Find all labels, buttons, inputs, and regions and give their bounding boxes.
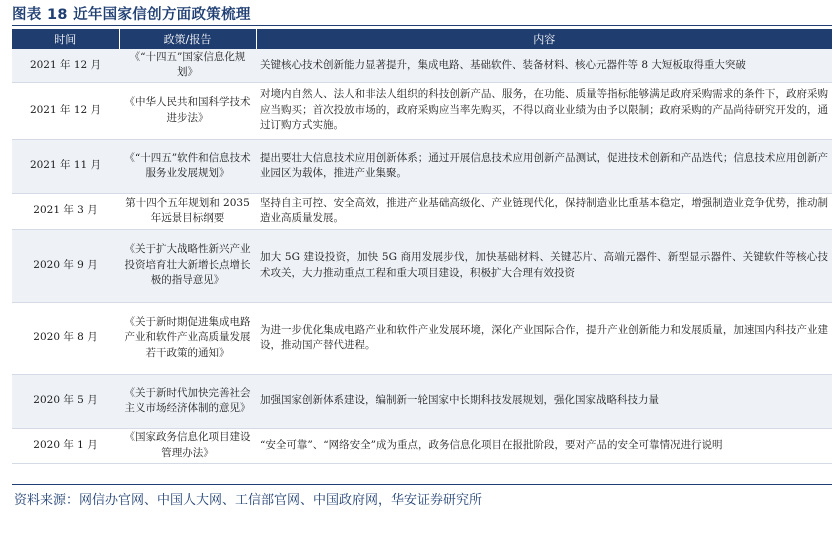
cell-time: 2020 年 5 月 xyxy=(12,374,119,428)
table-row xyxy=(12,229,832,302)
table-row xyxy=(12,49,832,82)
table-row xyxy=(12,82,832,139)
table-header-row xyxy=(12,29,832,49)
cell-content: 坚持自主可控、安全高效，推进产业基础高级化、产业链现代化，保持制造业比重基本稳定，增强制造业竞争优势，推动制造业高质量发展。 xyxy=(256,193,832,229)
bottom-divider xyxy=(12,484,832,485)
cell-time: 2021 年 12 月 xyxy=(12,49,119,82)
table-row xyxy=(12,374,832,428)
cell-content: 对境内自然人、法人和非法人组织的科技创新产品、服务，在功能、质量等指标能够满足政府采购需求的条件下，政府采购应当购买；首次投放市场的，政府采购应当率先购买，不得以商业业绩为由予以限制；政府采购的产品尚待研究开发的，通过订购方式实施。 xyxy=(256,82,832,139)
cell-content: “安全可靠”、“网络安全”成为重点，政务信息化项目在报批阶段，要对产品的安全可靠情况进行说明 xyxy=(256,428,832,463)
cell-policy: 《国家政务信息化项目建设管理办法》 xyxy=(119,428,256,463)
cell-time: 2021 年 12 月 xyxy=(12,82,119,139)
cell-time: 2020 年 9 月 xyxy=(12,229,119,302)
table-row xyxy=(12,139,832,193)
table-row xyxy=(12,193,832,229)
header-content: 内容 xyxy=(256,29,832,49)
cell-content: 为进一步优化集成电路产业和软件产业发展环境，深化产业国际合作，提升产业创新能力和发展质量，加速国内科技产业建设，推动国产替代进程。 xyxy=(256,302,832,374)
cell-policy: 《“十四五”软件和信息技术服务业发展规划》 xyxy=(119,139,256,193)
table-row xyxy=(12,302,832,374)
figure-title: 图表 18 近年国家信创方面政策梳理 xyxy=(12,7,251,23)
header-policy: 政策/报告 xyxy=(119,29,256,49)
cell-content: 加强国家创新体系建设，编制新一轮国家中长期科技发展规划，强化国家战略科技力量 xyxy=(256,374,832,428)
cell-time: 2020 年 1 月 xyxy=(12,428,119,463)
table-row xyxy=(12,428,832,463)
cell-policy: 《关于扩大战略性新兴产业投资培育壮大新增长点增长极的指导意见》 xyxy=(119,229,256,302)
cell-content: 加大 5G 建设投资，加快 5G 商用发展步伐，加快基础材料、关键芯片、高端元器件、新型显示器件、关键软件等核心技术攻关，大力推动重点工程和重大项目建设，积极扩大合理有效投资 xyxy=(256,229,832,302)
cell-time: 2021 年 11 月 xyxy=(12,139,119,193)
cell-time: 2020 年 8 月 xyxy=(12,302,119,374)
title-divider xyxy=(12,25,832,26)
source-note: 资料来源：网信办官网、中国人大网、工信部官网、中国政府网，华安证券研究所 xyxy=(14,493,483,508)
policy-table xyxy=(12,29,832,464)
cell-time: 2021 年 3 月 xyxy=(12,193,119,229)
cell-content: 关键核心技术创新能力显著提升，集成电路、基础软件、装备材料、核心元器件等 8 大短板取得重大突破 xyxy=(256,49,832,82)
cell-policy: 第十四个五年规划和 2035 年远景目标纲要 xyxy=(119,193,256,229)
cell-policy: 《“十四五”国家信息化规划》 xyxy=(119,49,256,82)
cell-content: 提出要壮大信息技术应用创新体系；通过开展信息技术应用创新产品测试，促进技术创新和产品迭代；信息技术应用创新产业园区为载体，推进产业集聚。 xyxy=(256,139,832,193)
cell-policy: 《中华人民共和国科学技术进步法》 xyxy=(119,82,256,139)
cell-policy: 《关于新时代加快完善社会主义市场经济体制的意见》 xyxy=(119,374,256,428)
header-time: 时间 xyxy=(12,29,119,49)
cell-policy: 《关于新时期促进集成电路产业和软件产业高质量发展若干政策的通知》 xyxy=(119,302,256,374)
